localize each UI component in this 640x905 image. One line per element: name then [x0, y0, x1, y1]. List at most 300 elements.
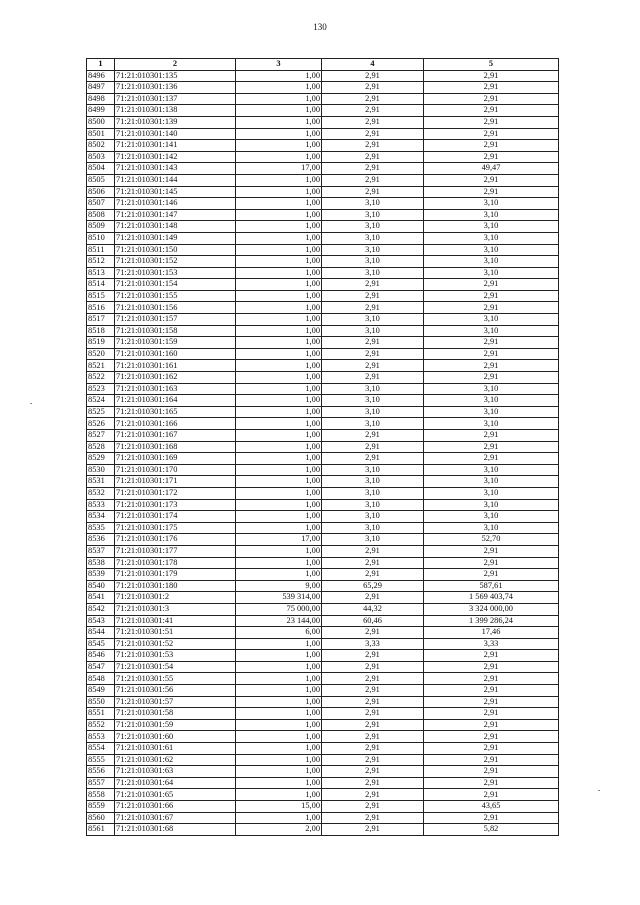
table-row [87, 708, 559, 720]
table-row [87, 801, 559, 813]
rate-value: 2,91 [322, 627, 424, 639]
row-number: 8523 [87, 383, 115, 395]
rate-value: 2,91 [322, 348, 424, 360]
total-value: 2,91 [424, 360, 559, 372]
cadastral-number: 71:21:010301:176 [115, 534, 236, 546]
rate-value: 65,29 [322, 580, 424, 592]
row-number: 8541 [87, 592, 115, 604]
row-number: 8503 [87, 151, 115, 163]
cadastral-number: 71:21:010301:64 [115, 777, 236, 789]
rate-value: 3,10 [322, 256, 424, 268]
rate-value: 3,10 [322, 267, 424, 279]
cadastral-number: 71:21:010301:161 [115, 360, 236, 372]
cadastral-number: 71:21:010301:62 [115, 754, 236, 766]
cadastral-number: 71:21:010301:167 [115, 430, 236, 442]
cadastral-number: 71:21:010301:137 [115, 93, 236, 105]
total-value: 43,65 [424, 801, 559, 813]
area-value: 1,00 [236, 279, 322, 291]
rate-value: 2,91 [322, 372, 424, 384]
area-value: 1,00 [236, 348, 322, 360]
header-col-2: 2 [115, 59, 236, 71]
table-row [87, 198, 559, 210]
row-number: 8525 [87, 406, 115, 418]
row-number: 8544 [87, 627, 115, 639]
rate-value: 2,91 [322, 453, 424, 465]
table-row [87, 383, 559, 395]
area-value: 1,00 [236, 406, 322, 418]
total-value: 2,91 [424, 731, 559, 743]
cadastral-number: 71:21:010301:135 [115, 70, 236, 82]
total-value: 3,10 [424, 476, 559, 488]
cadastral-number: 71:21:010301:172 [115, 487, 236, 499]
area-value: 1,00 [236, 151, 322, 163]
row-number: 8536 [87, 534, 115, 546]
rate-value: 3,10 [322, 244, 424, 256]
cadastral-number: 71:21:010301:170 [115, 464, 236, 476]
total-value: 5,82 [424, 824, 559, 836]
row-number: 8555 [87, 754, 115, 766]
rate-value: 2,91 [322, 128, 424, 140]
row-number: 8557 [87, 777, 115, 789]
total-value: 3,10 [424, 464, 559, 476]
area-value: 1,00 [236, 93, 322, 105]
area-value: 1,00 [236, 244, 322, 256]
rate-value: 60,46 [322, 615, 424, 627]
rate-value: 2,91 [322, 290, 424, 302]
row-number: 8542 [87, 603, 115, 615]
rate-value: 2,91 [322, 360, 424, 372]
row-number: 8533 [87, 499, 115, 511]
table-row [87, 453, 559, 465]
total-value: 2,91 [424, 789, 559, 801]
row-number: 8508 [87, 209, 115, 221]
margin-mark [598, 790, 600, 791]
area-value: 1,00 [236, 522, 322, 534]
total-value: 3,10 [424, 314, 559, 326]
table-row [87, 650, 559, 662]
total-value: 3,10 [424, 406, 559, 418]
area-value: 1,00 [236, 395, 322, 407]
total-value: 3,10 [424, 511, 559, 523]
row-number: 8560 [87, 812, 115, 824]
cadastral-number: 71:21:010301:160 [115, 348, 236, 360]
row-number: 8546 [87, 650, 115, 662]
area-value: 1,00 [236, 453, 322, 465]
cadastral-number: 71:21:010301:136 [115, 82, 236, 94]
table-row [87, 325, 559, 337]
area-value: 1,00 [236, 441, 322, 453]
area-value: 1,00 [236, 499, 322, 511]
table-row [87, 290, 559, 302]
cadastral-number: 71:21:010301:162 [115, 372, 236, 384]
row-number: 8518 [87, 325, 115, 337]
row-number: 8545 [87, 638, 115, 650]
header-col-3: 3 [236, 59, 322, 71]
cadastral-number: 71:21:010301:2 [115, 592, 236, 604]
row-number: 8521 [87, 360, 115, 372]
area-value: 1,00 [236, 708, 322, 720]
rate-value: 3,10 [322, 534, 424, 546]
rate-value: 2,91 [322, 731, 424, 743]
table-row [87, 406, 559, 418]
header-col-1: 1 [87, 59, 115, 71]
cadastral-number: 71:21:010301:159 [115, 337, 236, 349]
table-row [87, 209, 559, 221]
rate-value: 2,91 [322, 82, 424, 94]
row-number: 8506 [87, 186, 115, 198]
total-value: 2,91 [424, 70, 559, 82]
cadastral-number: 71:21:010301:150 [115, 244, 236, 256]
area-value: 1,00 [236, 545, 322, 557]
total-value: 2,91 [424, 151, 559, 163]
area-value: 1,00 [236, 650, 322, 662]
cadastral-number: 71:21:010301:58 [115, 708, 236, 720]
total-value: 2,91 [424, 569, 559, 581]
row-number: 8549 [87, 685, 115, 697]
table-row [87, 256, 559, 268]
total-value: 2,91 [424, 441, 559, 453]
table-row [87, 372, 559, 384]
rate-value: 2,91 [322, 116, 424, 128]
table-row [87, 360, 559, 372]
row-number: 8514 [87, 279, 115, 291]
cadastral-number: 71:21:010301:56 [115, 685, 236, 697]
total-value: 2,91 [424, 685, 559, 697]
table-row [87, 522, 559, 534]
table-row [87, 267, 559, 279]
table-row [87, 337, 559, 349]
area-value: 9,00 [236, 580, 322, 592]
total-value: 2,91 [424, 754, 559, 766]
rate-value: 3,10 [322, 221, 424, 233]
row-number: 8553 [87, 731, 115, 743]
table-row [87, 615, 559, 627]
area-value: 2,00 [236, 824, 322, 836]
cadastral-number: 71:21:010301:68 [115, 824, 236, 836]
total-value: 2,91 [424, 812, 559, 824]
rate-value: 2,91 [322, 754, 424, 766]
area-value: 1,00 [236, 685, 322, 697]
area-value: 1,00 [236, 116, 322, 128]
row-number: 8515 [87, 290, 115, 302]
total-value: 2,91 [424, 545, 559, 557]
cadastral-number: 71:21:010301:152 [115, 256, 236, 268]
area-value: 17,00 [236, 534, 322, 546]
total-value: 1 569 403,74 [424, 592, 559, 604]
row-number: 8537 [87, 545, 115, 557]
table-row [87, 719, 559, 731]
rate-value: 2,91 [322, 441, 424, 453]
total-value: 2,91 [424, 673, 559, 685]
table-row [87, 511, 559, 523]
table-row [87, 499, 559, 511]
table-row [87, 673, 559, 685]
row-number: 8500 [87, 116, 115, 128]
rate-value: 3,10 [322, 487, 424, 499]
row-number: 8526 [87, 418, 115, 430]
cadastral-number: 71:21:010301:59 [115, 719, 236, 731]
table-row [87, 580, 559, 592]
total-value: 2,91 [424, 430, 559, 442]
margin-mark [30, 403, 32, 404]
area-value: 1,00 [236, 70, 322, 82]
area-value: 1,00 [236, 290, 322, 302]
row-number: 8498 [87, 93, 115, 105]
table-row [87, 545, 559, 557]
area-value: 1,00 [236, 696, 322, 708]
total-value: 3,10 [424, 209, 559, 221]
total-value: 2,91 [424, 348, 559, 360]
row-number: 8559 [87, 801, 115, 813]
rate-value: 2,91 [322, 777, 424, 789]
cadastral-number: 71:21:010301:143 [115, 163, 236, 175]
rate-value: 3,10 [322, 522, 424, 534]
total-value: 2,91 [424, 337, 559, 349]
table-row [87, 603, 559, 615]
area-value: 1,00 [236, 673, 322, 685]
rate-value: 2,91 [322, 93, 424, 105]
row-number: 8496 [87, 70, 115, 82]
cadastral-number: 71:21:010301:155 [115, 290, 236, 302]
total-value: 3,10 [424, 198, 559, 210]
row-number: 8561 [87, 824, 115, 836]
area-value: 1,00 [236, 812, 322, 824]
row-number: 8524 [87, 395, 115, 407]
area-value: 1,00 [236, 267, 322, 279]
area-value: 1,00 [236, 337, 322, 349]
table-row [87, 789, 559, 801]
cadastral-number: 71:21:010301:141 [115, 140, 236, 152]
table-row [87, 592, 559, 604]
row-number: 8556 [87, 766, 115, 778]
rate-value: 3,10 [322, 314, 424, 326]
rate-value: 2,91 [322, 186, 424, 198]
total-value: 1 399 286,24 [424, 615, 559, 627]
row-number: 8501 [87, 128, 115, 140]
area-value: 1,00 [236, 105, 322, 117]
area-value: 6,00 [236, 627, 322, 639]
rate-value: 2,91 [322, 661, 424, 673]
row-number: 8510 [87, 232, 115, 244]
table-header [87, 59, 559, 71]
rate-value: 2,91 [322, 70, 424, 82]
table-row [87, 464, 559, 476]
row-number: 8505 [87, 174, 115, 186]
table-row [87, 151, 559, 163]
total-value: 3,10 [424, 221, 559, 233]
cadastral-number: 71:21:010301:175 [115, 522, 236, 534]
rate-value: 3,10 [322, 418, 424, 430]
rate-value: 2,91 [322, 719, 424, 731]
row-number: 8539 [87, 569, 115, 581]
row-number: 8504 [87, 163, 115, 175]
rate-value: 2,91 [322, 824, 424, 836]
total-value: 2,91 [424, 766, 559, 778]
table-row [87, 661, 559, 673]
area-value: 1,00 [236, 743, 322, 755]
table-row [87, 824, 559, 836]
table-row [87, 116, 559, 128]
cadastral-number: 71:21:010301:139 [115, 116, 236, 128]
total-value: 2,91 [424, 372, 559, 384]
row-number: 8534 [87, 511, 115, 523]
cadastral-number: 71:21:010301:153 [115, 267, 236, 279]
area-value: 1,00 [236, 372, 322, 384]
rate-value: 3,10 [322, 511, 424, 523]
header-col-5: 5 [424, 59, 559, 71]
rate-value: 2,91 [322, 302, 424, 314]
cadastral-table [86, 58, 559, 836]
total-value: 2,91 [424, 719, 559, 731]
total-value: 3,10 [424, 325, 559, 337]
row-number: 8532 [87, 487, 115, 499]
area-value: 1,00 [236, 314, 322, 326]
area-value: 1,00 [236, 140, 322, 152]
row-number: 8528 [87, 441, 115, 453]
table-row [87, 627, 559, 639]
total-value: 3,10 [424, 522, 559, 534]
area-value: 1,00 [236, 256, 322, 268]
row-number: 8543 [87, 615, 115, 627]
area-value: 1,00 [236, 754, 322, 766]
area-value: 1,00 [236, 221, 322, 233]
area-value: 1,00 [236, 511, 322, 523]
total-value: 2,91 [424, 140, 559, 152]
total-value: 2,91 [424, 174, 559, 186]
header-row [87, 59, 559, 71]
cadastral-number: 71:21:010301:144 [115, 174, 236, 186]
rate-value: 3,10 [322, 383, 424, 395]
cadastral-number: 71:21:010301:147 [115, 209, 236, 221]
row-number: 8513 [87, 267, 115, 279]
rate-value: 2,91 [322, 569, 424, 581]
area-value: 1,00 [236, 128, 322, 140]
row-number: 8499 [87, 105, 115, 117]
cadastral-number: 71:21:010301:66 [115, 801, 236, 813]
table-row [87, 163, 559, 175]
area-value: 1,00 [236, 464, 322, 476]
area-value: 1,00 [236, 186, 322, 198]
area-value: 1,00 [236, 302, 322, 314]
cadastral-number: 71:21:010301:178 [115, 557, 236, 569]
row-number: 8516 [87, 302, 115, 314]
row-number: 8519 [87, 337, 115, 349]
rate-value: 2,91 [322, 801, 424, 813]
cadastral-number: 71:21:010301:149 [115, 232, 236, 244]
rate-value: 3,10 [322, 325, 424, 337]
cadastral-number: 71:21:010301:41 [115, 615, 236, 627]
table-row [87, 128, 559, 140]
area-value: 1,00 [236, 476, 322, 488]
cadastral-number: 71:21:010301:146 [115, 198, 236, 210]
table-row [87, 82, 559, 94]
rate-value: 3,33 [322, 638, 424, 650]
table-row [87, 430, 559, 442]
area-value: 15,00 [236, 801, 322, 813]
table-row [87, 314, 559, 326]
cadastral-number: 71:21:010301:67 [115, 812, 236, 824]
area-value: 1,00 [236, 638, 322, 650]
cadastral-number: 71:21:010301:140 [115, 128, 236, 140]
cadastral-number: 71:21:010301:180 [115, 580, 236, 592]
table-row [87, 557, 559, 569]
table-row [87, 302, 559, 314]
area-value: 1,00 [236, 487, 322, 499]
row-number: 8512 [87, 256, 115, 268]
area-value: 1,00 [236, 731, 322, 743]
rate-value: 2,91 [322, 174, 424, 186]
table-row [87, 731, 559, 743]
rate-value: 2,91 [322, 557, 424, 569]
row-number: 8507 [87, 198, 115, 210]
row-number: 8548 [87, 673, 115, 685]
row-number: 8550 [87, 696, 115, 708]
area-value: 1,00 [236, 232, 322, 244]
row-number: 8529 [87, 453, 115, 465]
cadastral-number: 71:21:010301:145 [115, 186, 236, 198]
rate-value: 2,91 [322, 743, 424, 755]
row-number: 8540 [87, 580, 115, 592]
rate-value: 3,10 [322, 209, 424, 221]
cadastral-number: 71:21:010301:3 [115, 603, 236, 615]
total-value: 3,10 [424, 418, 559, 430]
total-value: 2,91 [424, 743, 559, 755]
cadastral-number: 71:21:010301:174 [115, 511, 236, 523]
total-value: 2,91 [424, 777, 559, 789]
area-value: 1,00 [236, 777, 322, 789]
area-value: 1,00 [236, 82, 322, 94]
table-row [87, 638, 559, 650]
rate-value: 2,91 [322, 163, 424, 175]
rate-value: 2,91 [322, 766, 424, 778]
rate-value: 2,91 [322, 140, 424, 152]
rate-value: 2,91 [322, 337, 424, 349]
row-number: 8517 [87, 314, 115, 326]
table-row [87, 186, 559, 198]
rate-value: 2,91 [322, 430, 424, 442]
table-row [87, 534, 559, 546]
row-number: 8511 [87, 244, 115, 256]
cadastral-number: 71:21:010301:60 [115, 731, 236, 743]
table-row [87, 105, 559, 117]
area-value: 1,00 [236, 198, 322, 210]
row-number: 8530 [87, 464, 115, 476]
area-value: 1,00 [236, 661, 322, 673]
area-value: 1,00 [236, 430, 322, 442]
row-number: 8551 [87, 708, 115, 720]
cadastral-number: 71:21:010301:169 [115, 453, 236, 465]
rate-value: 44,32 [322, 603, 424, 615]
cadastral-number: 71:21:010301:164 [115, 395, 236, 407]
rate-value: 2,91 [322, 696, 424, 708]
row-number: 8552 [87, 719, 115, 731]
cadastral-number: 71:21:010301:163 [115, 383, 236, 395]
total-value: 2,91 [424, 661, 559, 673]
area-value: 1,00 [236, 174, 322, 186]
area-value: 1,00 [236, 719, 322, 731]
row-number: 8509 [87, 221, 115, 233]
total-value: 587,61 [424, 580, 559, 592]
row-number: 8531 [87, 476, 115, 488]
row-number: 8527 [87, 430, 115, 442]
table-row [87, 441, 559, 453]
rate-value: 3,10 [322, 464, 424, 476]
row-number: 8554 [87, 743, 115, 755]
table-row [87, 418, 559, 430]
rate-value: 2,91 [322, 279, 424, 291]
row-number: 8520 [87, 348, 115, 360]
rate-value: 2,91 [322, 789, 424, 801]
